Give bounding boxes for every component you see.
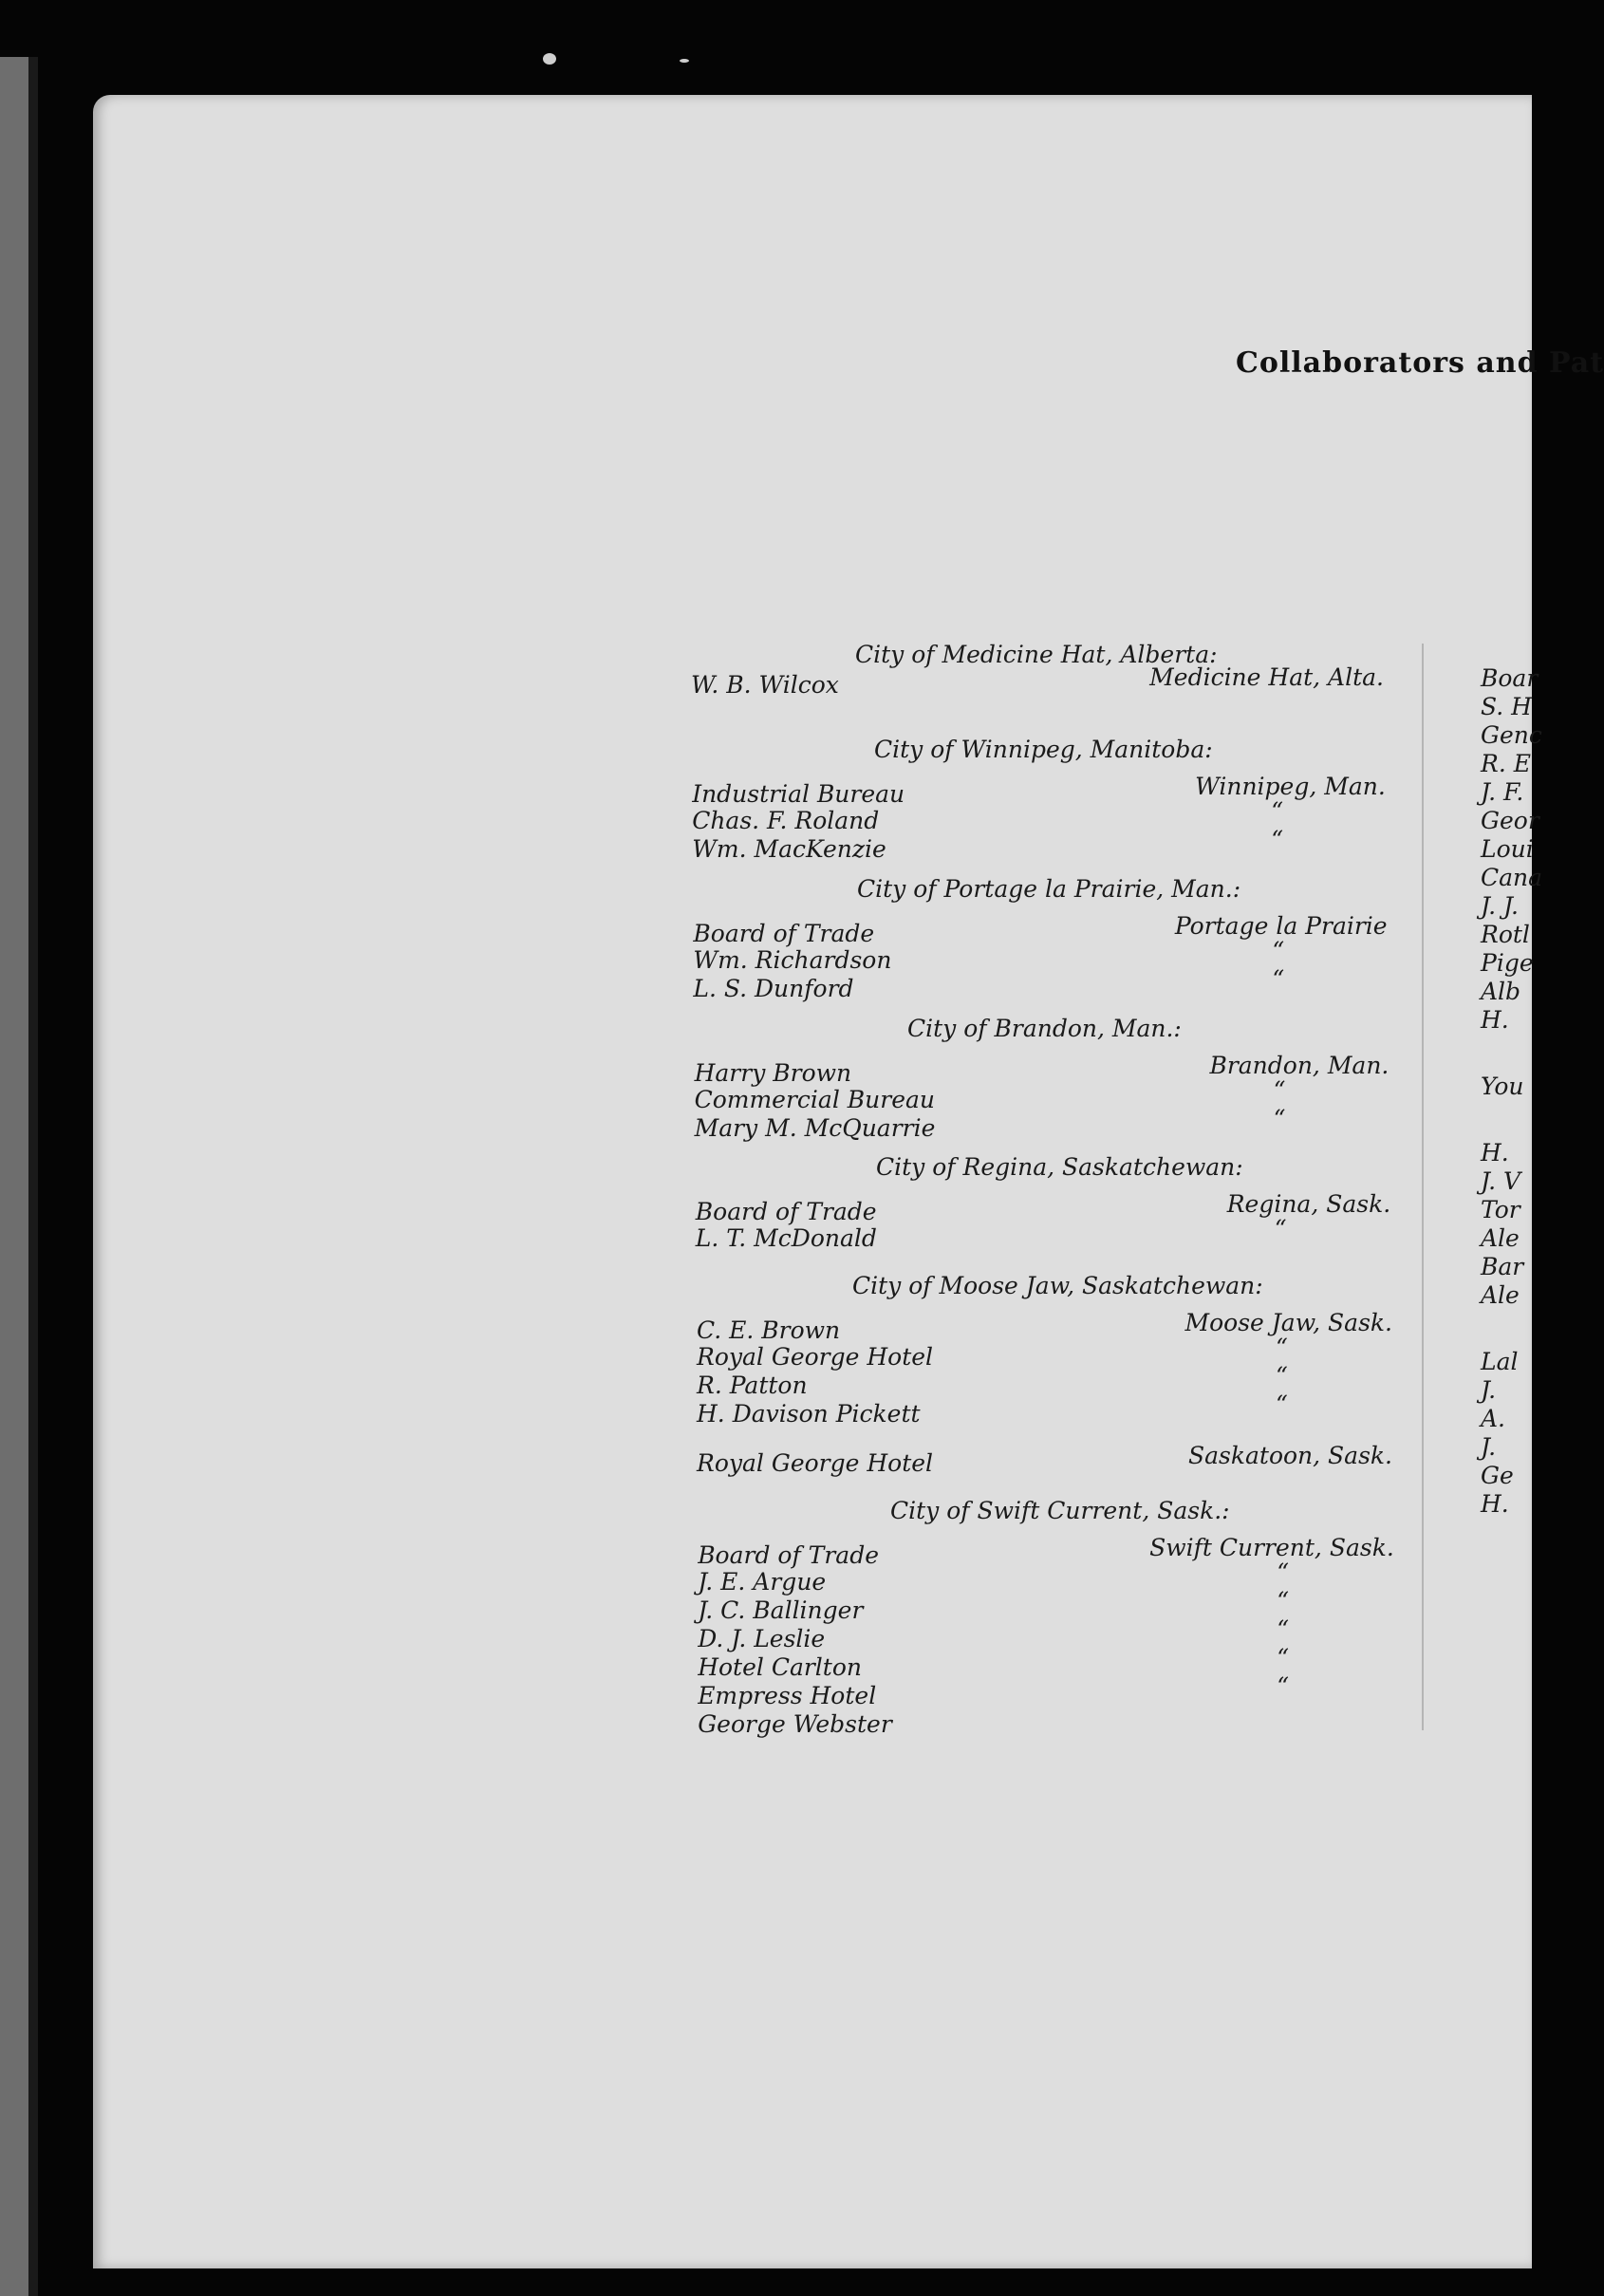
ditto-mark: “ (1271, 797, 1283, 825)
city-heading: City of Medicine Hat, Alberta: (855, 641, 1218, 668)
left-column (689, 641, 1394, 1751)
truncated-entry: J. F. (1481, 778, 1524, 806)
city-heading: City of Regina, Saskatchewan: (876, 1153, 1243, 1181)
truncated-entry: S. H (1481, 693, 1532, 720)
truncated-entry: J. (1481, 1376, 1497, 1404)
city-heading: City of Winnipeg, Manitoba: (874, 736, 1213, 763)
truncated-entry: You (1481, 1073, 1524, 1100)
scan-edge-strip (0, 57, 28, 2296)
collaborator-location: Saskatoon, Sask. (1187, 1442, 1392, 1469)
right-column-fragments (1481, 664, 1543, 1756)
collaborator-name: Mary M. McQuarrie (694, 1114, 936, 1142)
collaborator-name: C. E. Brown (697, 1316, 841, 1344)
collaborator-name: Royal George Hotel (697, 1449, 934, 1477)
ditto-mark: “ (1277, 1672, 1289, 1700)
scan-speck (680, 59, 689, 63)
ditto-mark: “ (1277, 1644, 1289, 1671)
truncated-entry: J. V (1481, 1167, 1521, 1195)
truncated-entry: Ale (1481, 1281, 1520, 1309)
scan-edge-shadow (28, 57, 38, 2296)
page-header: Collaborators and Pat (1236, 346, 1604, 380)
ditto-mark: “ (1277, 1559, 1289, 1586)
collaborator-name: J. C. Ballinger (698, 1596, 864, 1624)
ditto-mark: “ (1276, 1362, 1288, 1390)
collaborator-name: R. Patton (697, 1372, 808, 1399)
ditto-mark: “ (1276, 1391, 1288, 1418)
collaborator-location: Brandon, Man. (1209, 1052, 1390, 1079)
collaborator-name: Chas. F. Roland (692, 807, 880, 834)
collaborator-name: Empress Hotel (698, 1682, 877, 1709)
truncated-entry: Cana (1481, 864, 1543, 891)
truncated-entry: Boar (1481, 664, 1539, 692)
ditto-mark: “ (1276, 1334, 1288, 1361)
city-heading: City of Portage la Prairie, Man.: (857, 875, 1241, 903)
collaborator-name: Board of Trade (693, 920, 875, 947)
collaborator-name: Hotel Carlton (698, 1653, 863, 1681)
ditto-mark: “ (1277, 1587, 1289, 1615)
ditto-mark: “ (1272, 937, 1285, 964)
collaborator-name: L. S. Dunford (693, 975, 854, 1002)
collaborator-name: Wm. MacKenzie (692, 835, 886, 863)
collaborator-name: Royal George Hotel (697, 1343, 934, 1371)
collaborator-name: George Webster (698, 1710, 892, 1738)
collaborator-name: W. B. Wilcox (691, 671, 839, 699)
collaborator-location: Moose Jaw, Sask. (1184, 1309, 1392, 1336)
ditto-mark: “ (1273, 1105, 1286, 1132)
truncated-entry: Geor (1481, 807, 1539, 834)
collaborator-name: Board of Trade (698, 1541, 879, 1569)
truncated-entry: A. (1481, 1405, 1506, 1432)
truncated-entry: Loui (1481, 835, 1534, 863)
truncated-entry: J. (1481, 1433, 1497, 1461)
truncated-entry: H. (1481, 1490, 1509, 1518)
collaborator-name: J. E. Argue (698, 1568, 827, 1596)
truncated-entry: Ge (1481, 1462, 1514, 1489)
city-heading: City of Swift Current, Sask.: (890, 1497, 1230, 1524)
truncated-entry: Alb (1481, 978, 1521, 1005)
truncated-entry: Rotl (1481, 921, 1530, 948)
collaborator-name: Wm. Richardson (693, 946, 892, 974)
collaborator-name: L. T. McDonald (695, 1224, 877, 1252)
collaborator-location: Portage la Prairie (1174, 912, 1388, 940)
collaborator-location: Regina, Sask. (1226, 1190, 1391, 1218)
collaborator-name: Commercial Bureau (694, 1086, 935, 1113)
collaborator-name: Board of Trade (695, 1198, 877, 1225)
ditto-mark: “ (1272, 965, 1285, 993)
truncated-entry: Ale (1481, 1224, 1520, 1252)
truncated-entry: Bar (1481, 1253, 1524, 1280)
collaborator-name: D. J. Leslie (698, 1625, 826, 1652)
ditto-mark: “ (1274, 1215, 1287, 1242)
truncated-entry: H. (1481, 1139, 1509, 1167)
truncated-entry: Lal (1481, 1348, 1519, 1375)
city-heading: City of Brandon, Man.: (907, 1015, 1182, 1042)
truncated-entry: Tor (1481, 1196, 1520, 1223)
truncated-entry: Pige (1481, 949, 1534, 977)
truncated-entry: J. J. (1481, 892, 1520, 920)
scan-speck (543, 53, 556, 65)
truncated-entry: H. (1481, 1006, 1509, 1034)
ditto-mark: “ (1271, 826, 1283, 853)
collaborator-location: Swift Current, Sask. (1149, 1534, 1394, 1561)
collaborator-name: H. Davison Pickett (697, 1400, 921, 1428)
collaborator-name: Industrial Bureau (692, 780, 905, 808)
collaborator-name: Harry Brown (694, 1059, 852, 1087)
collaborator-location: Winnipeg, Man. (1195, 773, 1386, 800)
truncated-entry: Genc (1481, 721, 1542, 749)
ditto-mark: “ (1273, 1076, 1286, 1104)
collaborator-location: Medicine Hat, Alta. (1149, 663, 1384, 691)
city-heading: City of Moose Jaw, Saskatchewan: (852, 1272, 1263, 1299)
ditto-mark: “ (1277, 1615, 1289, 1643)
truncated-entry: R. E (1481, 750, 1531, 777)
column-divider (1422, 644, 1424, 1730)
